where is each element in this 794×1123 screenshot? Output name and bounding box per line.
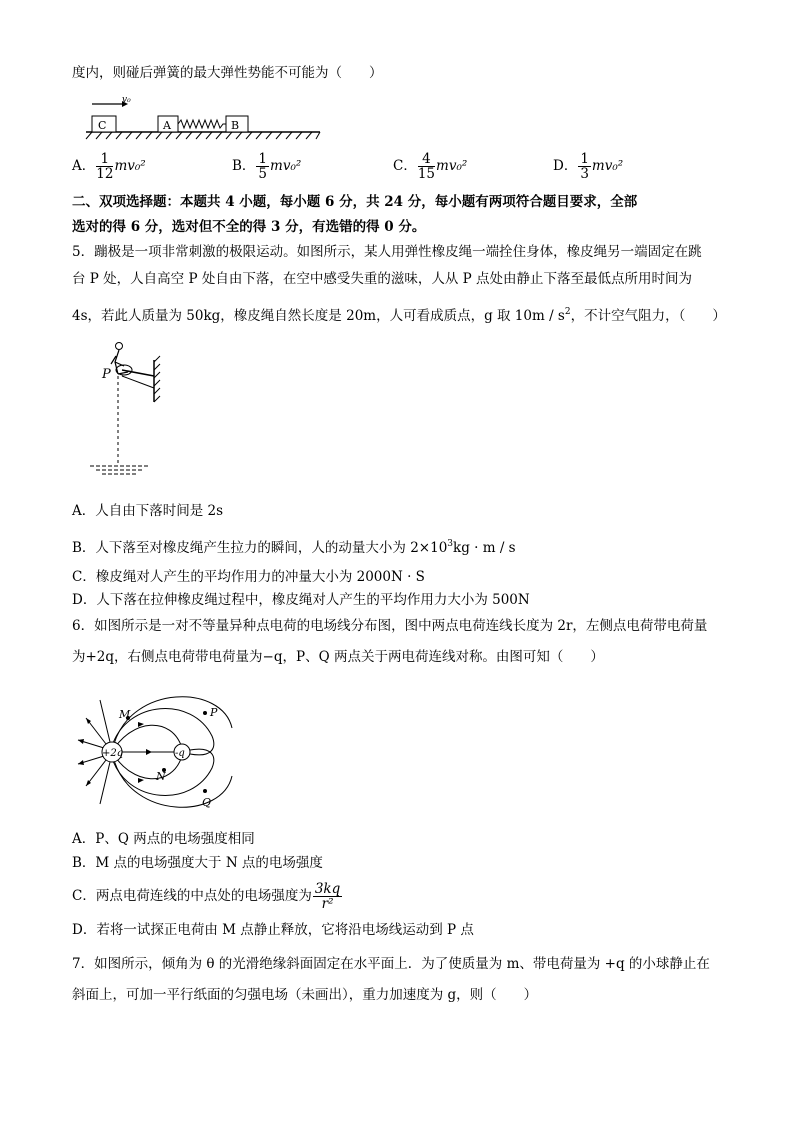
q7-stem-line1: 7．如图所示，倾角为 θ 的光滑绝缘斜面固定在水平面上．为了使质量为 m、带电荷量为 +q 的小球静止在 (72, 956, 710, 972)
point-m-label: M (119, 708, 131, 721)
q6-stem-line1: 6．如图所示是一对不等量异种点电荷的电场线分布图，图中两点电荷连线长度为 2r，左侧点电荷带电荷量 (72, 618, 708, 634)
section2-heading-line1: 二、双项选择题：本题共 4 小题，每小题 6 分，共 24 分，每小题有两项符合题目要求，全部 (72, 194, 638, 210)
q6-option-a: A．P、Q 两点的电场强度相同 (72, 831, 255, 847)
q6-option-c: C．两点电荷连线的中点处的电场强度为 $\frac{3kq}{\text{r²}}$ (72, 881, 341, 912)
velocity-label: v₀ (122, 95, 131, 105)
jumper-figure (116, 343, 123, 350)
q5-stem-line1: 5．蹦极是一项非常刺激的极限运动。如图所示，某人用弹性橡皮绳一端拴住身体，橡皮绳另一端固定在跳 (72, 244, 702, 260)
q4-option-b: B． $\frac{1}{5}$ mv₀² (232, 151, 302, 182)
q5-option-d: D．人下落在拉伸橡皮绳过程中，橡皮绳对人产生的平均作用力大小为 500N (72, 592, 530, 608)
charge-positive-label: +2q (102, 748, 124, 759)
field-line-diagram (72, 688, 252, 818)
q5-option-a: A．人自由下落时间是 2s (72, 503, 224, 519)
section2-heading-line2: 选对的得 6 分，选对但不全的得 3 分，有选错的得 0 分。 (72, 219, 426, 235)
block-c-label: C (98, 119, 107, 132)
q7-stem-line2: 斜面上，可加一平行纸面的匀强电场（未画出），重力加速度为 g，则（ ） (72, 987, 538, 1003)
q6-stem-line2: 为+2q，右侧点电荷带电荷量为−q，P、Q 两点关于两电荷连线对称。由图可知（ ） (72, 649, 604, 665)
point-p-label-q6: P (210, 706, 218, 719)
water-surface (90, 466, 148, 474)
q5-stem-line3: 4s，若此人质量为 50kg，橡皮绳自然长度是 20m，人可看成质点，g 取 $10m / s^2$，不计空气阻力，（ ） (72, 307, 726, 324)
point-p-label: P (102, 367, 111, 382)
point-n-label: N (156, 770, 166, 783)
point-q-label: Q (202, 796, 212, 809)
q4-option-c: C． $\frac{4}{15}$ mv₀² (393, 151, 468, 182)
q5-stem-line2: 台 P 处，人自高空 P 处自由下落，在空中感受失重的滋味，人从 P 点处由静止下落至最低点所用时间为 (72, 271, 692, 287)
q4-option-a: A． $\frac{1}{12}$ mv₀² (72, 151, 146, 182)
q5-option-c: C．橡皮绳对人产生的平均作用力的冲量大小为 2000N · S (72, 569, 425, 585)
q6-option-b: B．M 点的电场强度大于 N 点的电场强度 (72, 855, 323, 871)
charge-negative-label: -q (175, 748, 185, 759)
q5-option-b: B．人下落至对橡皮绳产生拉力的瞬间，人的动量大小为 $2\times 10^3kg \cdot m / s$ (72, 539, 516, 556)
bungee-diagram (88, 336, 178, 486)
spring (178, 120, 226, 128)
q4-stem-tail: 度内，则碰后弹簧的最大弹性势能不可能为（ ） (72, 65, 383, 81)
block-a-label: A (163, 119, 171, 132)
block-b-label: B (231, 119, 240, 132)
q4-option-d: D． $\frac{1}{3}$ mv₀² (553, 151, 624, 182)
q4-block-diagram (80, 92, 330, 144)
q6-option-d: D．若将一试探正电荷由 M 点静止释放，它将沿电场线运动到 P 点 (72, 922, 474, 938)
